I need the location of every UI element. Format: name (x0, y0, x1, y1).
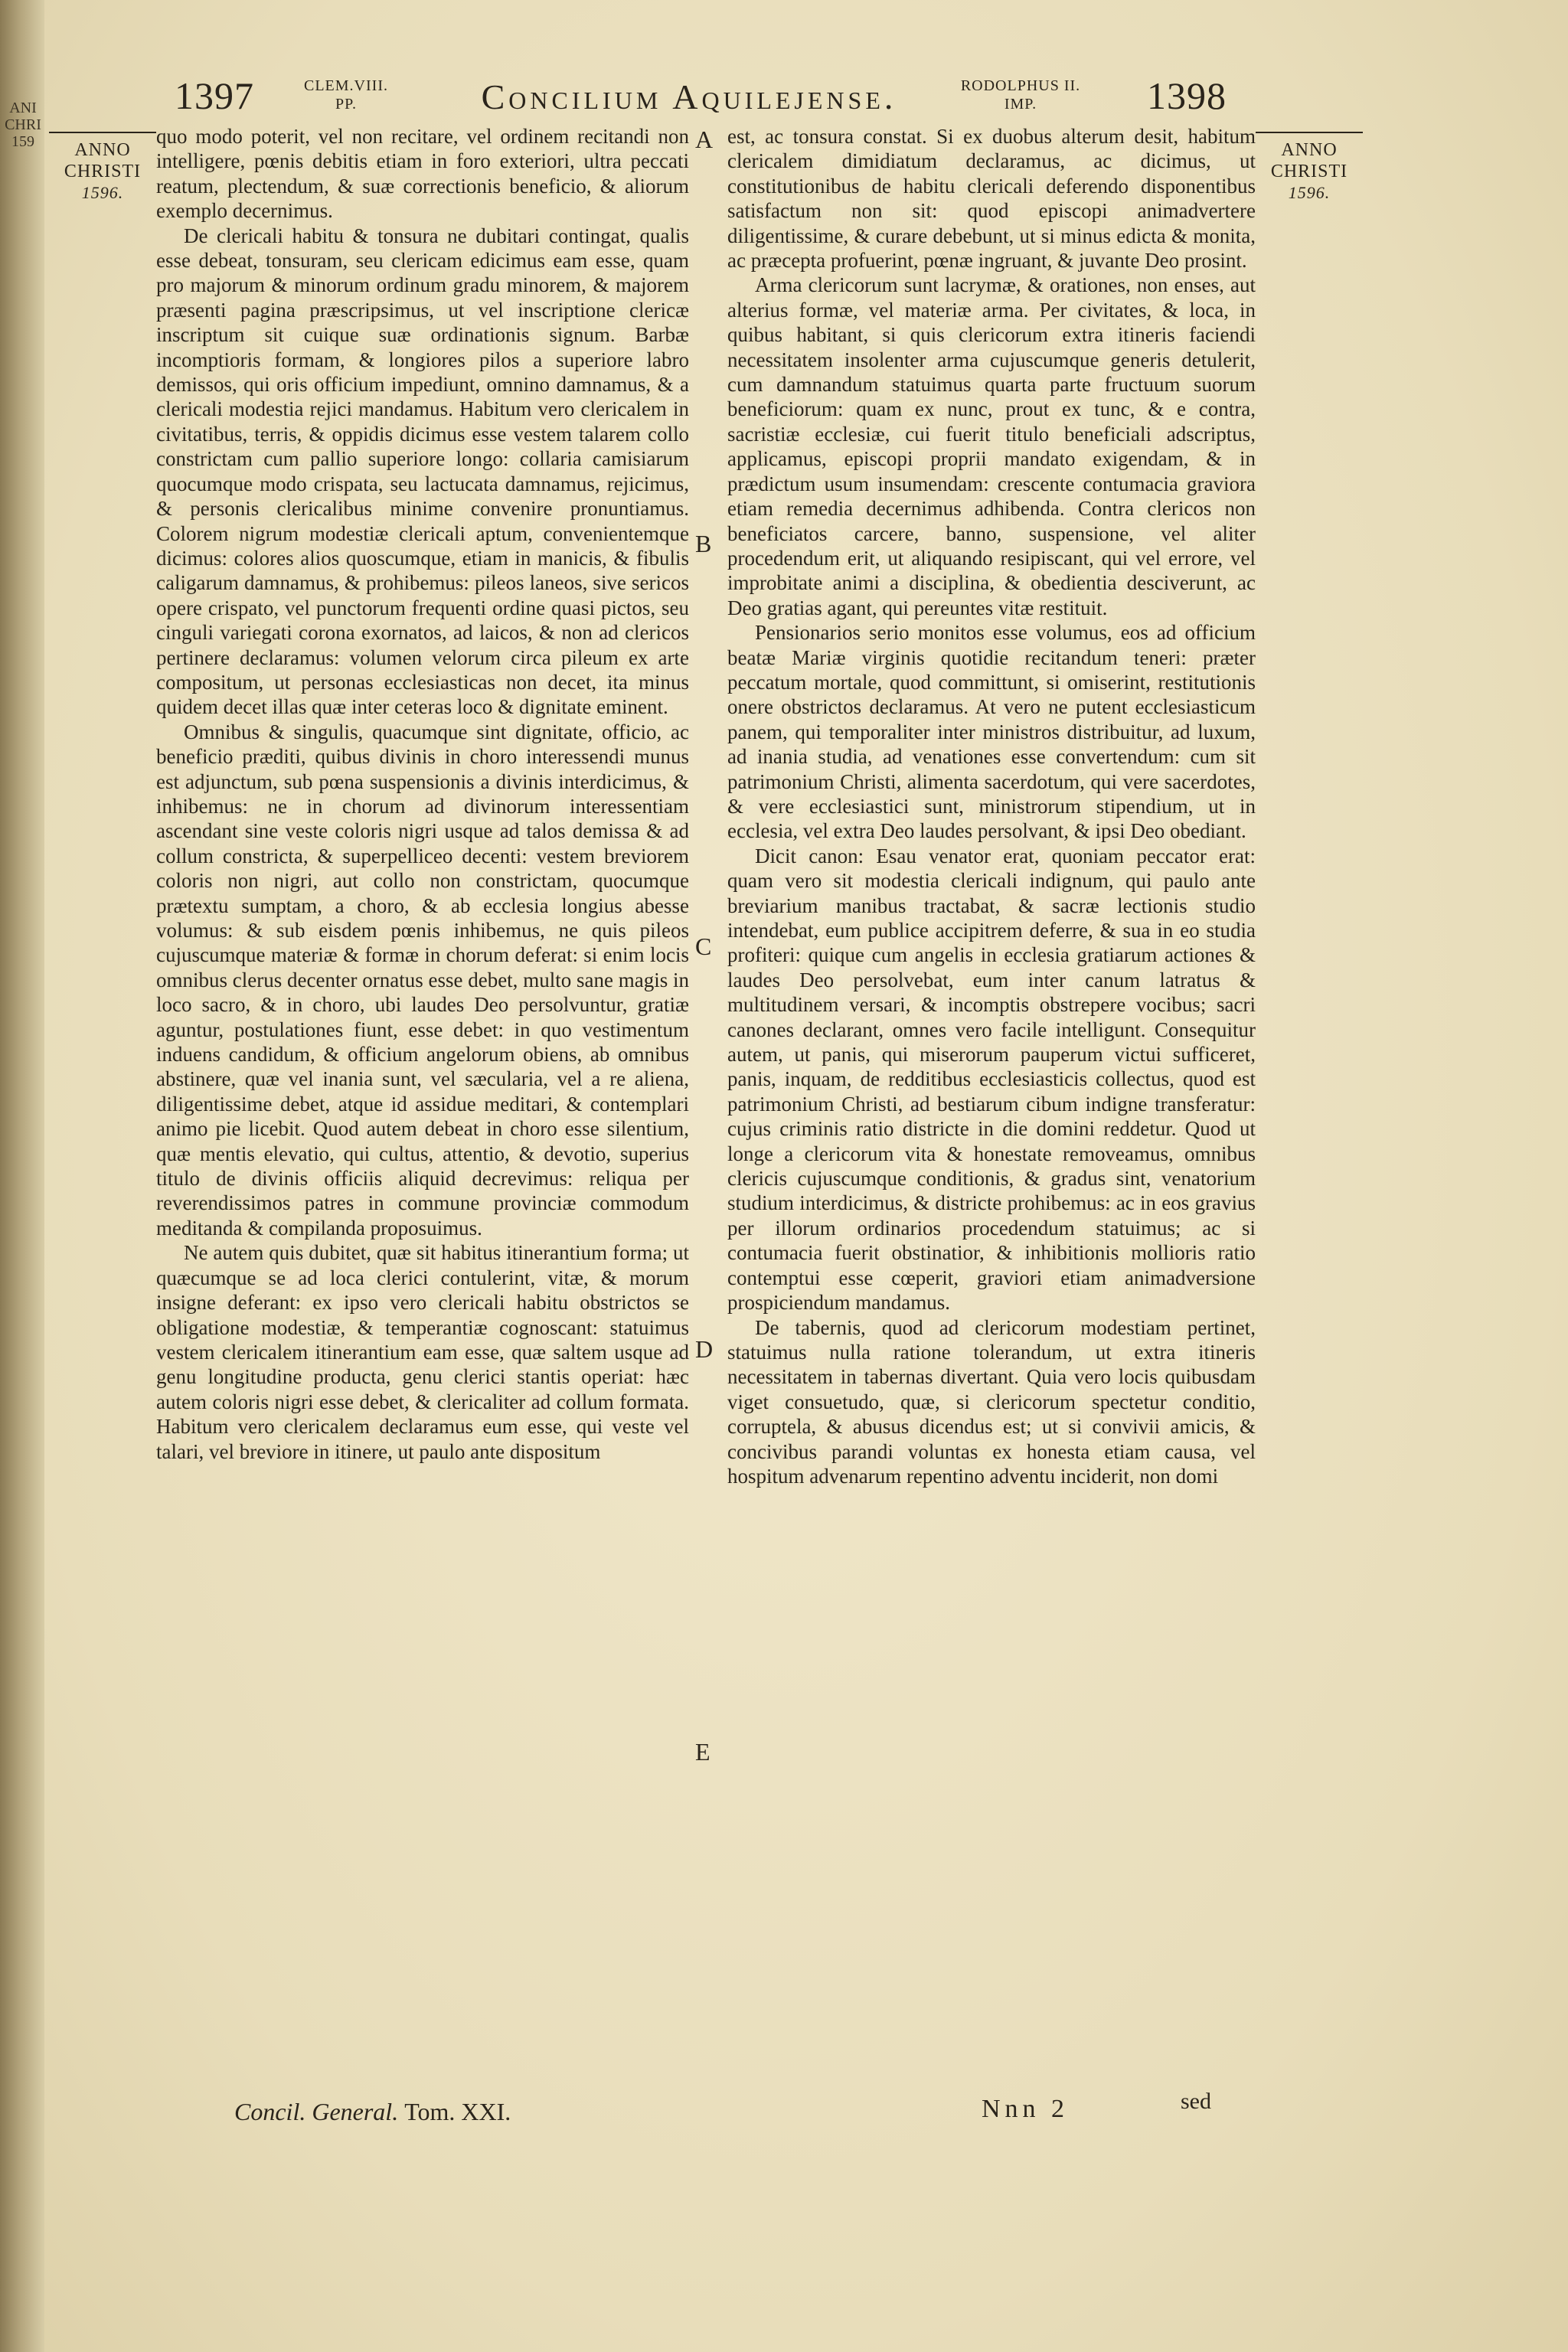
right-margin-year: 1596. (1288, 183, 1331, 202)
previous-page-fragment: ANI CHRI 159 (5, 100, 41, 150)
paragraph: est, ac tonsura constat. Si ex duobus alterum desit, habitum clericalem dimidiatum declaramus, ac dicimus, ut constitutionibus de habitu clericali deferendo disponentibus satisfactum non sit: quod episcopi animadvertere diligentissime, & curare debebunt, ut si minus edicta & monita, ac præcepta profuerint, pœnæ ingruant, & juvante Deo prosint. (727, 125, 1256, 273)
footer-source (234, 2098, 511, 2126)
section-marker: A (695, 126, 714, 153)
paragraph: quo modo poterit, vel non recitare, vel ordinem recitandi non intelligere, pœnis debitis etiam in foro exteriori, ultra peccati reatum, plectendum, & suæ correctionis beneficio, & aliorum exemplo decernimus. (156, 125, 689, 223)
paragraph: Dicit canon: Esau venator erat, quoniam peccator erat: quam vero sit modestia clericali indignum, qui paulo ante breviarium manibus tractabat, & sacræ lectionis studio intendebat, eum publice accipitrem deferre, & sua in eo studia profiteri: quique cum angelis in ecclesia gratiarum actiones & laudes Deo persolvebat, eum inter canum latratus & multitudinem versari, & incomptis obstrepere vocibus; sacri canones declarant, omnes vero facile intelligunt. Consequitur autem, ut panis, qui miserorum pauperum victui sufficeret, panis, inquam, de redditibus ecclesiasticis collectus, quod est patrimonium Christi, ad bestiarum cibum indigne transferatur: cujus criminis ratio districte in die domini reddetur. Quod ut longe a clericorum vita & honestate removeamus, omnibus clericis cujuscumque conditionis, & gradus sint, venatorium studium interdicimus, & districte prohibemus: ac in eos gravius per illorum ordinarios procedendum statuimus; ac si contumacia fuerit obstinatior, & inhibitionis mollioris ratio contemptui esse cœperit, graviori etiam animadversione prospiciendum mandamus. (727, 844, 1256, 1315)
left-text-column (156, 124, 689, 1464)
footer-tome: Tom. XXI. (404, 2098, 511, 2125)
paragraph: De clericali habitu & tonsura ne dubitari contingat, qualis esse debeat, tonsuram, seu clericam edicimus eam esse, quam pro majorum & minorum ordinum gradu minorem, & majorem præsenti pagina præscripsimus, ut vel inscriptione clericæ inscriptum sit cuique suæ ordinationis signum. Barbæ incomptioris formam, & longiores pilos a superiore labro demissos, qui oris officium impediunt, omnino damnamus, & a clericali modestia rejici mandamus. Habitum vero clericalem in civitatibus, terris, & oppidis dicimus esse vestem talarem collo constrictam cum pallio superiore longo: collaria camisiarum quocumque modo crispata, seu lactucata damnamus, rejicimus, & personis clericalibus minime convenire pronuntiamus. Colorem nigrum modestiæ clericali aptum, convenientemque dicimus: colores alios quoscumque, etiam in manicis, & fibulis caligarum damnamus, & prohibemus: pileos laneos, sive sericos opere crispato, vel punctorum frequenti ordine quasi pictos, seu cinguli variegati corona exornatos, ad laicos, & non ad clericos pertinere declaramus: volumen velorum circa pileum ex arte compositum, ut personas ecclesiasticas non decet, ita minus quidem decet illas quæ inter ceteras loco & dignitate eminent. (156, 224, 689, 719)
right-running-head: RODOLPHUS II. IMP. (960, 77, 1081, 113)
paragraph: Arma clericorum sunt lacrymæ, & orationes, non enses, aut alterius formæ, vel materiæ arma. Per civitates, & loca, in quibus habitant, si quis clericorum extra itineris faciendi necessitatem insolenter arma cujuscumque generis detulerit, cum damnandum statuimus quarta parte fructuum suorum beneficiorum: quam ex nunc, prout ex tunc, & e contra, sacristiæ ecclesiæ, cui fuerit titulo beneficiali adscriptus, applicamus, episcopi proprii mandato exigendam, & in prædictum usum insumendam: crescente contumacia graviora etiam remedia decernimus adhibenda. Contra clericos non beneficiatos carcere, banno, suspensione, vel aliter procedendum erit, ut aliquando resipiscant, qui vel errore, vel improbitate animi a disciplina, & obedientia desciverunt, ac Deo gratias agant, qui pereuntes vitæ restituit. (727, 273, 1256, 619)
footer-source-title: Concil. General. (234, 2098, 399, 2125)
left-page-number: 1397 (175, 74, 254, 117)
left-margin-year: 1596. (81, 183, 124, 202)
right-margin-label: ANNO CHRISTI (1270, 140, 1348, 181)
right-margin-note (1256, 132, 1363, 204)
right-text-column (727, 124, 1256, 1488)
binding-gutter (0, 0, 44, 2352)
signature-mark: Nnn 2 (982, 2095, 1070, 2123)
left-margin-note (49, 132, 156, 204)
page-title: Concilium Aquilejense. (481, 77, 897, 116)
section-marker: C (695, 933, 712, 960)
paragraph: Pensionarios serio monitos esse volumus, eos ad officium beatæ Mariæ virginis quotidie recitandum teneri: præter peccatum mortale, quod committunt, si omiserint, restitutionis onere obstrictos declaramus. At vero ne putent ecclesiasticum panem, qui temporaliter inter ministros distribuitur, ad luxum, ad inania studia, ad venationes esse convertendum: cum sit patrimonium Christi, alimenta sacerdotum, qui vere sacerdotes, & vere ecclesiastici sunt, ministrorum stipendium, ut in ecclesia, vel extra Deo laudes persolvant, & ipsi Deo obediant. (727, 621, 1256, 843)
paragraph: De tabernis, quod ad clericorum modestiam pertinet, statuimus nulla ratione tolerandum, ut extra itineris necessitatem in tabernas divertant. Quia vero locis quibusdam viget consuetudo, quæ, si clericorum spectetur conditio, corruptela, & abusus dicendus est; ut si convivii amicis, & concivibus parandi voluntas ex honesta etiam causa, vel hospitum advenarum repentino adventu inciderit, non domi (727, 1315, 1256, 1488)
section-marker: E (695, 1738, 710, 1766)
catchword: sed (1181, 2089, 1211, 2114)
left-margin-label: ANNO CHRISTI (64, 140, 142, 181)
section-marker: B (695, 530, 712, 557)
paragraph: Omnibus & singulis, quacumque sint dignitate, officio, ac beneficio præditi, quibus divinis in choro interessendi munus est adjunctum, sub pœna suspensionis a divinis interdicimus, & inhibemus: ne in chorum ad divinorum interessentiam ascendant sine veste coloris nigri usque ad talos demissa & ad collum constricta, & superpelliceo decenti: vestem breviorem coloris non nigri, aut collo non constrictam, quocumque prætextu sumptam, a choro, & ab ecclesia longius abesse volumus: & sub eisdem pœnis inhibemus, ne quis pileos cujuscumque materiæ & formæ in chorum deferat: si enim locis omnibus clerus decenter ornatus esse debet, multo sane magis in loco sacro, & in choro, ubi laudes Deo persolvuntur, gratiæ aguntur, postulationes fiunt, esse debet: in quo vestimentum induens candidum, & officium angelorum obiens, ab omnibus abstinere, quæ vel inania sunt, vel sæcularia, vel a re aliena, diligentissime debet, atque id assidue meditari, & contemplari animo pie licebit. Quod autem debeat in choro esse silentium, quæ mentis elevatio, qui cultus, attentio, & devotio, superius titulo de divinis officiis aliquid decrevimus: reliqua per reverendissimos patres in commune provinciæ commodum meditanda & compilanda proposuimus. (156, 720, 689, 1240)
left-running-head: CLEM.VIII. PP. (304, 77, 388, 113)
right-page-number: 1398 (1147, 74, 1227, 117)
paragraph: Ne autem quis dubitet, quæ sit habitus itinerantium forma; ut quæcumque se ad loca clerici contulerint, vitæ, & morum insigne deferant: ex ipso vero clericali habitu obstrictos se obligatione modestiæ, & temperantiæ cognoscant: statuimus vestem clericalem itinerantium eam esse, quæ saltem usque ad genu longitudine producta, genu clerici stantis operiat: hæc autem coloris nigri esse debet, & clericaliter ad collum formata. Habitum vero clericalem declaramus eum esse, qui veste vel talari, vel breviore in itinere, ut paulo ante dispositum (156, 1241, 689, 1463)
section-marker: D (695, 1335, 714, 1363)
